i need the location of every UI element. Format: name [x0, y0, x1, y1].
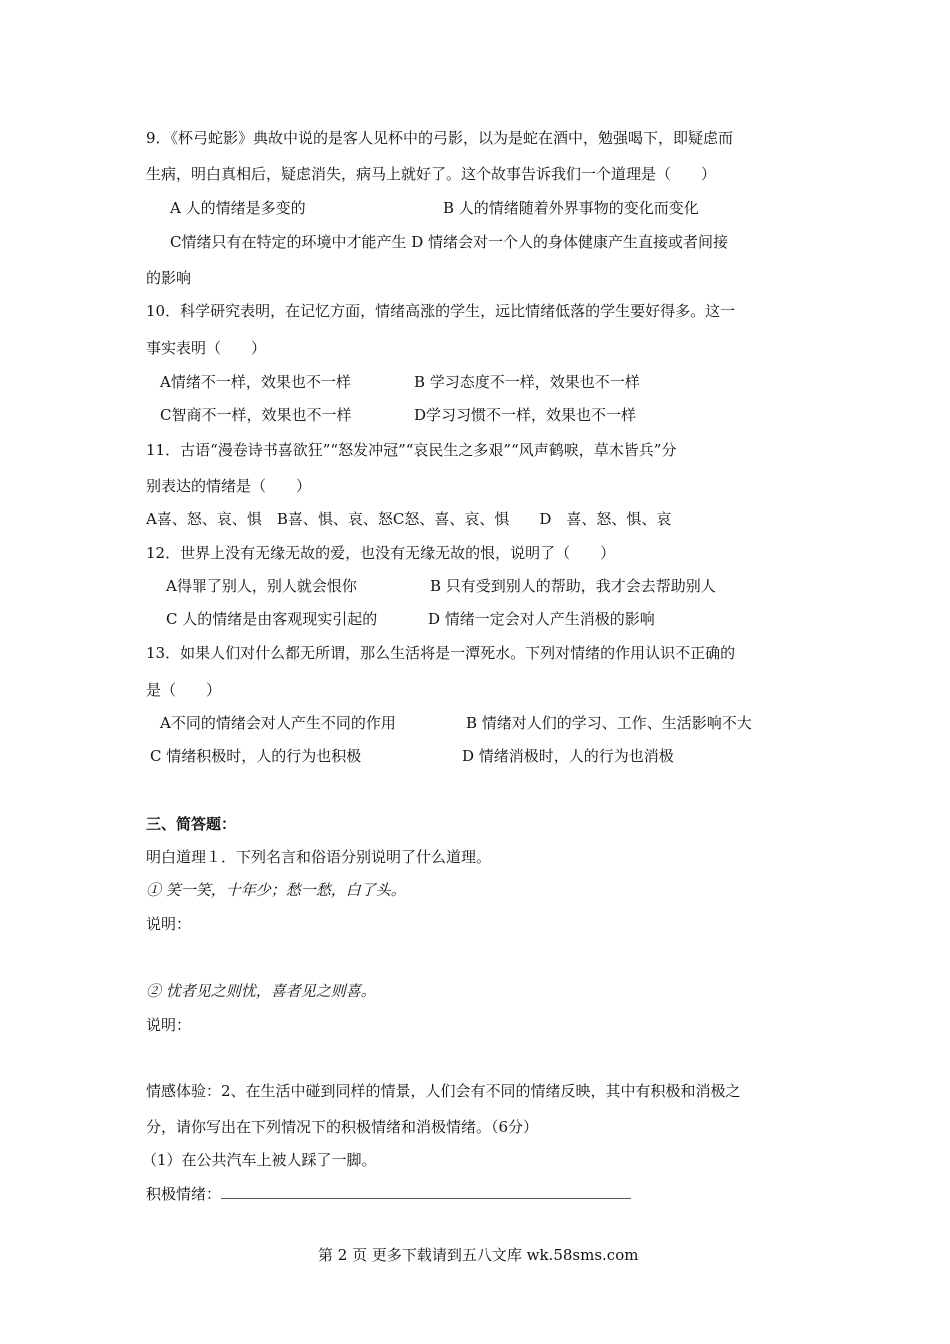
q9-option-a: A 人的情绪是多变的 — [170, 199, 306, 217]
q12-option-c: C 人的情绪是由客观现实引起的 — [166, 610, 378, 628]
q13-option-b: B 情绪对人们的学习、工作、生活影响不大 — [466, 714, 752, 732]
q9-option-b: B 人的情绪随着外界事物的变化而变化 — [443, 199, 699, 217]
q13-option-a: A不同的情绪会对人产生不同的作用 — [160, 714, 396, 732]
q11-options: A喜、怒、哀、惧 B喜、惧、哀、怒C怒、喜、哀、惧 D 喜、怒、惧、哀 — [146, 510, 672, 528]
q10-option-d: D学习习惯不一样，效果也不一样 — [414, 406, 637, 424]
q11-stem-line2: 别表达的情绪是（ ） — [146, 477, 312, 495]
page-footer: 第 2 页 更多下载请到五八文库 wk.58sms.com — [318, 1246, 639, 1264]
q9-stem-line2: 生病，明白真相后，疑虑消失，病马上就好了。这个故事告诉我们一个道理是（ ） — [146, 165, 717, 183]
explanation-label-1: 说明： — [146, 915, 192, 933]
experience-line2: 分，请你写出在下列情况下的积极情绪和消极情绪。（6分） — [146, 1118, 539, 1136]
q12-option-b: B 只有受到别人的帮助，我才会去帮助别人 — [430, 577, 716, 595]
section-3-intro: 明白道理１．下列名言和俗语分别说明了什么道理。 — [146, 848, 492, 866]
saying-2: ② 忧者见之则忧，喜者见之则喜。 — [146, 982, 376, 1000]
q9-option-cd-cont: 的影响 — [146, 269, 192, 287]
q9-stem-line1: 9．《杯弓蛇影》典故中说的是客人见杯中的弓影，以为是蛇在酒中，勉强喝下，即疑虑而 — [146, 129, 734, 147]
experience-line1: 情感体验：2、在生活中碰到同样的情景，人们会有不同的情绪反映，其中有积极和消极之 — [146, 1082, 741, 1100]
q12-stem: 12．世界上没有无缘无故的爱，也没有无缘无故的恨，说明了（ ） — [146, 544, 616, 562]
q13-stem-line1: 13．如果人们对什么都无所谓，那么生活将是一潭死水。下列对情绪的作用认识不正确的 — [146, 644, 736, 662]
q10-stem-line2: 事实表明（ ） — [146, 339, 267, 357]
answer-blank-line[interactable] — [221, 1184, 631, 1199]
q9-option-cd: C情绪只有在特定的环境中才能产生 D 情绪会对一个人的身体健康产生直接或者间接 — [170, 233, 729, 251]
positive-emotion-row — [146, 1184, 631, 1204]
q10-stem-line1: 10．科学研究表明，在记忆方面，情绪高涨的学生，远比情绪低落的学生要好得多。这一 — [146, 302, 736, 320]
section-3-heading: 三、简答题： — [146, 815, 237, 833]
q10-option-c: C智商不一样，效果也不一样 — [160, 406, 352, 424]
q13-stem-line2: 是（ ） — [146, 681, 222, 699]
q11-stem-line1: 11．古语“漫卷诗书喜欲狂”“怒发冲冠”“哀民生之多艰”“风声鹤唳，草木皆兵”分 — [146, 441, 677, 459]
case-1: （1）在公共汽车上被人踩了一脚。 — [142, 1151, 377, 1169]
q10-option-b: B 学习态度不一样，效果也不一样 — [414, 373, 640, 391]
q13-option-c: C 情绪积极时，人的行为也积极 — [150, 747, 362, 765]
q10-option-a: A情绪不一样，效果也不一样 — [160, 373, 351, 391]
explanation-label-2: 说明： — [146, 1016, 192, 1034]
q13-option-d: D 情绪消极时，人的行为也消极 — [462, 747, 674, 765]
positive-emotion-label: 积极情绪： — [146, 1185, 222, 1203]
q12-option-d: D 情绪一定会对人产生消极的影响 — [428, 610, 655, 628]
saying-1: ① 笑一笑，十年少；愁一愁，白了头。 — [146, 881, 406, 899]
q12-option-a: A得罪了别人，别人就会恨你 — [166, 577, 357, 595]
